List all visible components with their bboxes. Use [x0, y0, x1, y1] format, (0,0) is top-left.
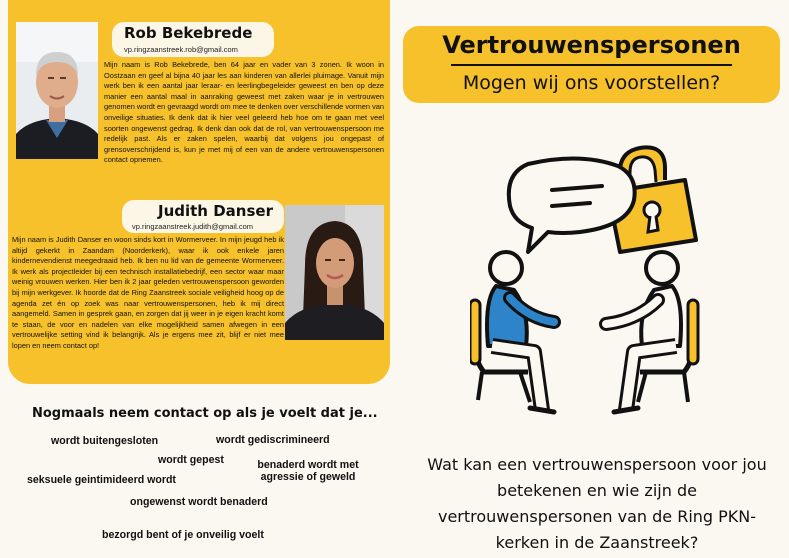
rob-photo — [16, 22, 98, 159]
title-divider — [451, 64, 732, 66]
contact-item: benaderd wordt met agressie of geweld — [257, 459, 359, 483]
judith-bio: Mijn naam is Judith Danser en woon sinds kort in Wormerveer. In mijn jeugd heb ik altijd gekerkt in Zaandam (Noorderkerk), waar ik ook enkele jaren kindernevendienst meegedraaid heb. Ik ben nu lid van de gemeente Wormerveer. Ik werk als projectleider bij een technisch installatiebedrijf, een sector waar maar weinig vrouwen werken. Hier ben ik 2 jaar geleden vertrouwenspersoon geworden bij mijn werkgever. Ik hoorde dat de Ring Zaanstreek sociale veiligheid hoog op de agenda zet én op zoek was naar vertrouwenspersonen, heb ik mij direct aangemeld. Samen in gesprek gaan, en zorgen dat jij weer in je eigen kracht komt te staan, de voor en nadelen van elke mogelijkheid samen afwegen in een vertrouwelijke setting vind ik belangrijk. Als je ergens mee zit, blijf er niet mee lopen en neem contact op! — [12, 235, 284, 350]
rob-name: Rob Bekebrede — [124, 24, 253, 42]
contact-item: wordt gediscrimineerd — [216, 434, 330, 446]
two-people-talking-icon — [470, 252, 698, 412]
closing-question: Wat kan een vertrouwenspersoon voor jou betekenen en wie zijn de vertrouwenspersonen van de Ring PKN-kerken in de Zaanstreek? — [427, 455, 767, 552]
rob-name-card — [112, 22, 274, 57]
page-title: Vertrouwenspersonen — [442, 31, 741, 59]
contact-item: wordt gepest — [158, 454, 224, 466]
illustration — [470, 140, 700, 430]
judith-name: Judith Danser — [158, 202, 273, 220]
page-subtitle: Mogen wij ons voorstellen? — [462, 72, 721, 94]
contact-heading: Nogmaals neem contact op als je voelt dat je... — [32, 406, 378, 421]
contact-item: wordt buitengesloten — [51, 435, 159, 447]
judith-photo — [285, 205, 384, 340]
rob-bio: Mijn naam is Rob Bekebrede, ben 64 jaar en vader van 3 zonen. Ik woon in Oostzaan en geef al bijna 40 jaar les aan kinderen van allerlei pluimage. Vanuit mijn werk ben ik een aantal jaar leraar- en leerlingbegeleider geweest en ben op deze manier een aantal maal in aanraking geweest met zaken waar je in vertrouwen genomen wordt en gevraagd wordt om mee te denken over verschillende vormen van onveilige situaties. Ik denk dat ik hier veel geleerd heb hoe om te gaan met veel soorten ongewenst gedrag. Ik denk dan ook dat de rol, van vertrouwenspersoon me redelijk past. Als er zaken spelen, waarbij dat volgens jou ongepast of grensoverschrijdend is, kun je met mij of een van de andere vertrouwenspersonen contact opnemen. — [104, 60, 384, 165]
contact-item: ongewenst wordt benaderd — [130, 496, 268, 508]
rob-email[interactable]: vp.ringzaanstreek.rob@gmail.com — [124, 45, 238, 54]
contact-item: seksuele geintimideerd wordt — [27, 474, 176, 486]
judith-name-card — [122, 200, 284, 233]
contact-item: bezorgd bent of je onveilig voelt — [102, 529, 264, 541]
title-box — [403, 26, 780, 103]
judith-email[interactable]: vp.ringzaanstreek.judith@gmail.com — [132, 222, 253, 231]
